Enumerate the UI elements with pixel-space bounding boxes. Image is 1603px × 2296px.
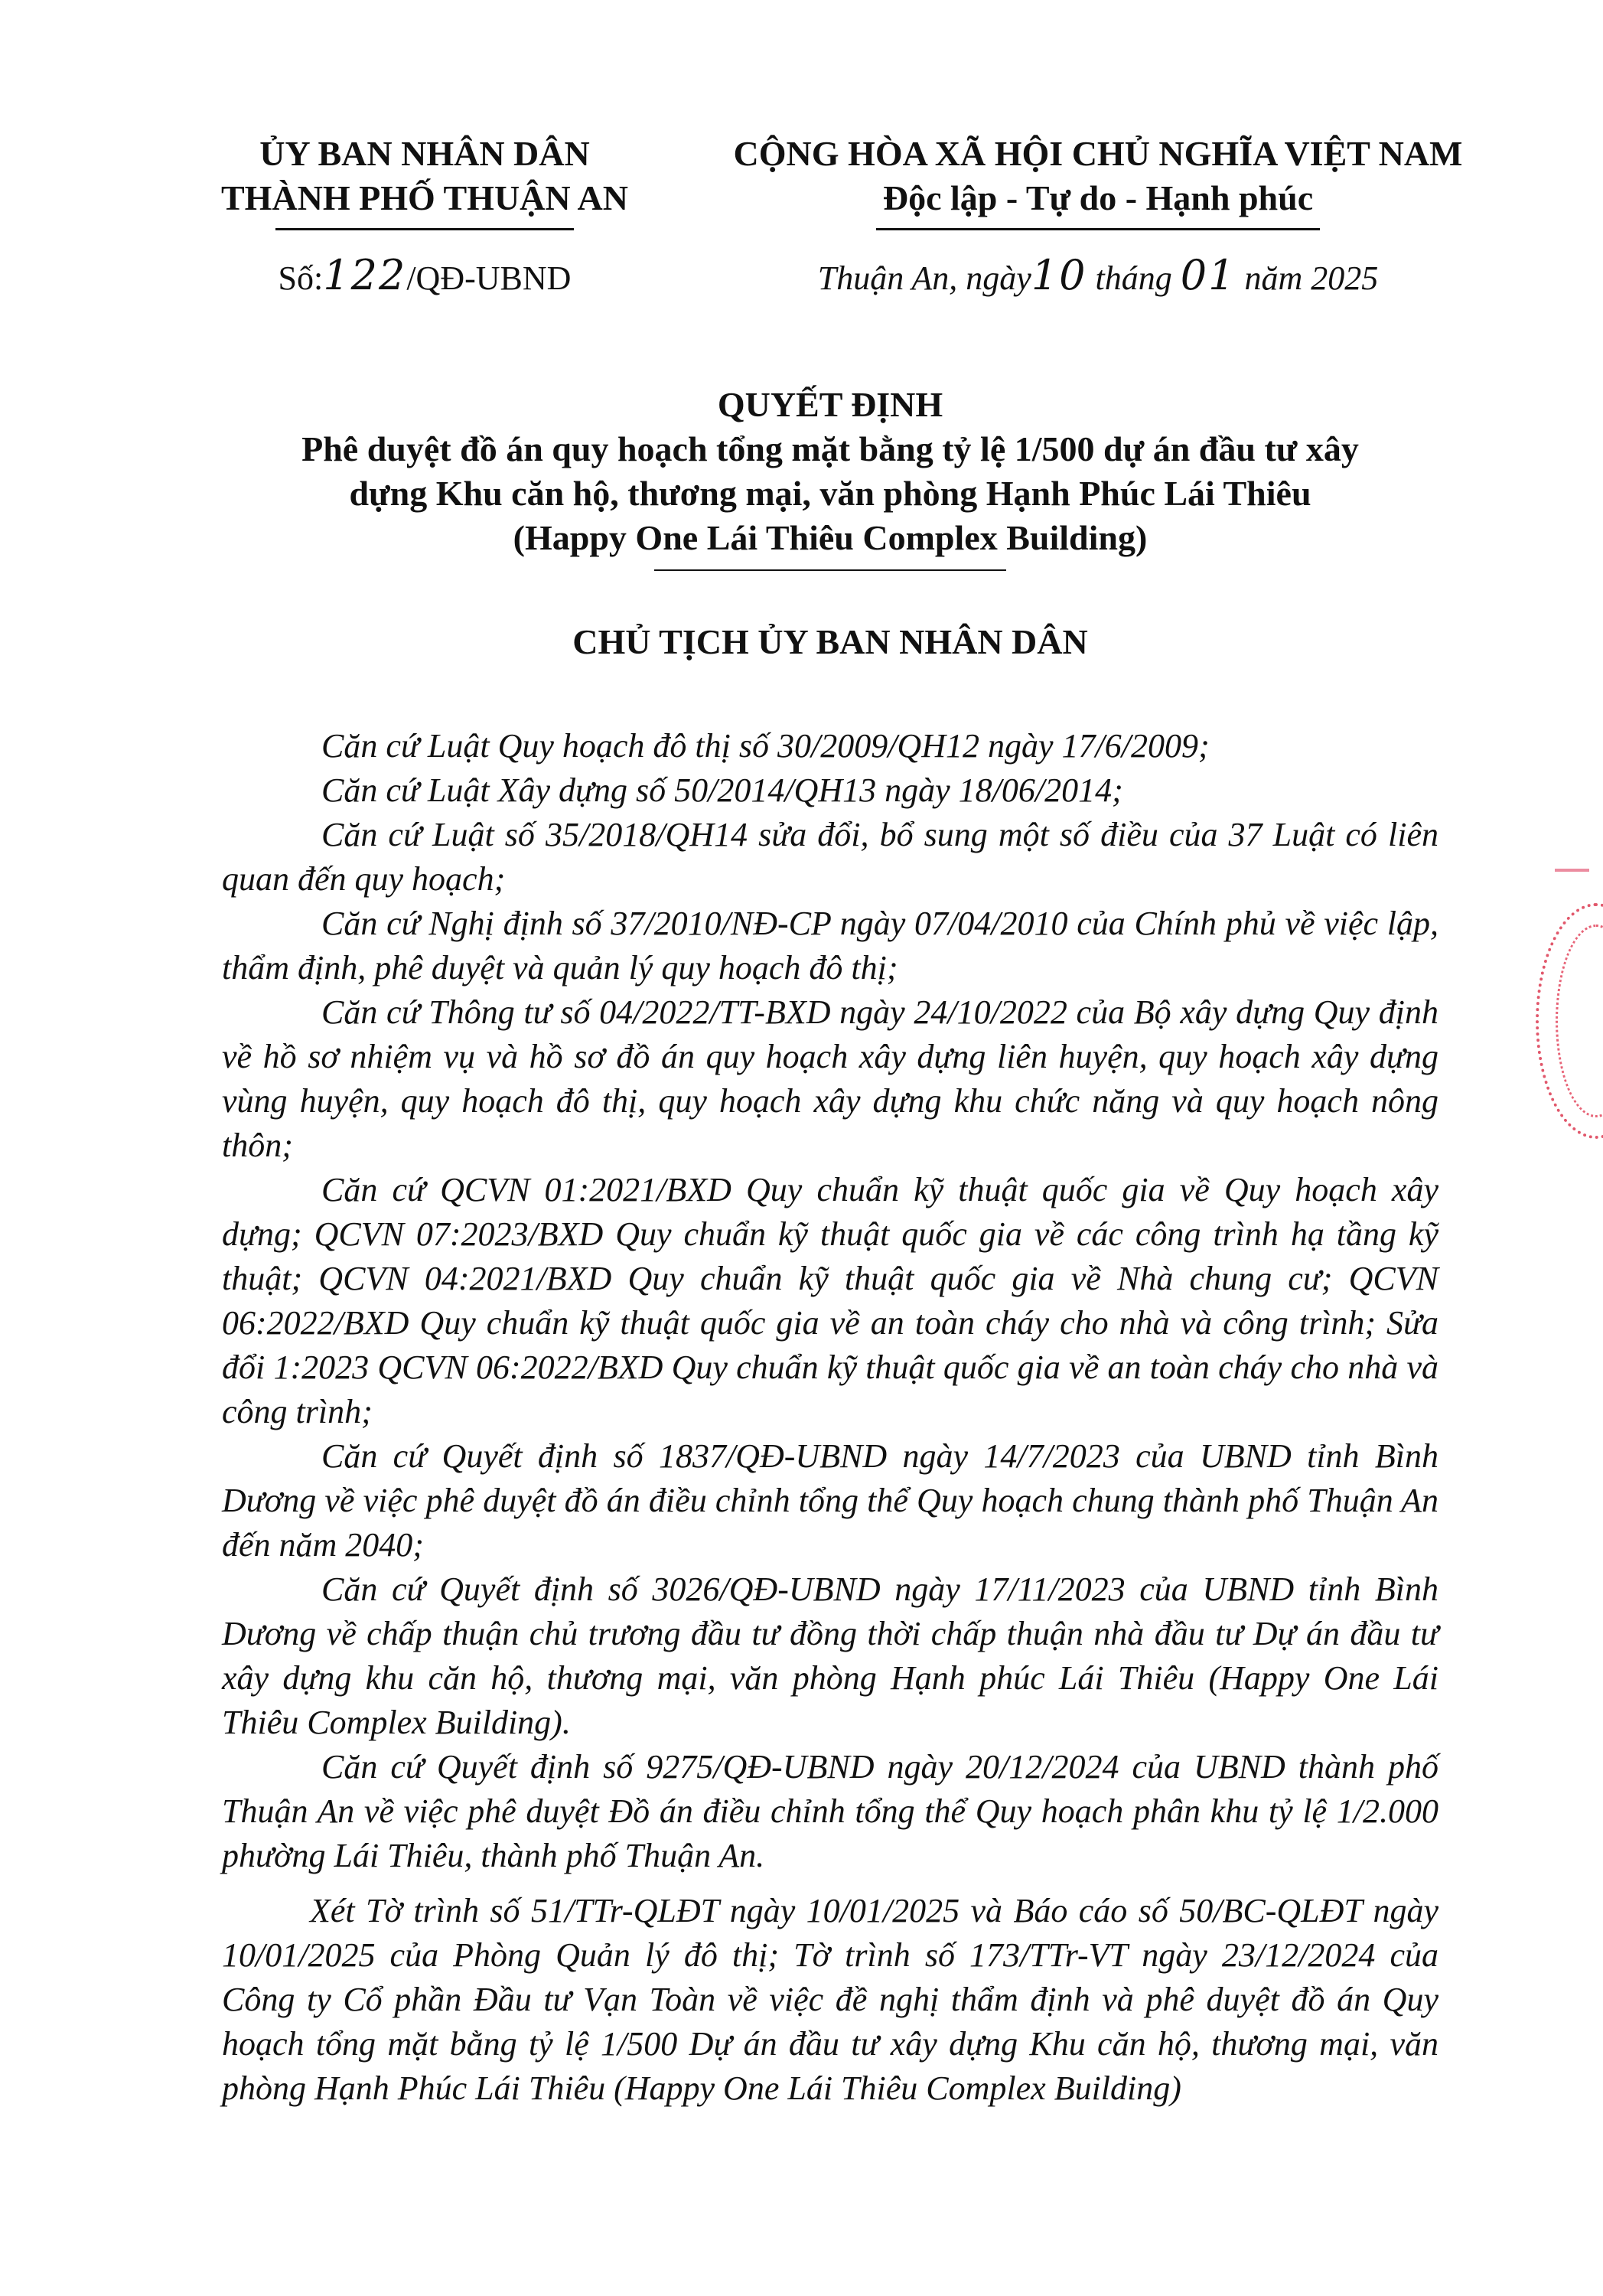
date-month-label: tháng bbox=[1095, 259, 1172, 297]
legal-basis-2: Căn cứ Luật Xây dựng số 50/2014/QH13 ngày 18/06/2014; bbox=[321, 771, 1123, 809]
legal-basis-6: Căn cứ QCVN 01:2021/BXD Quy chuẩn kỹ thuật quốc gia về Quy hoạch xây dựng; QCVN 07:2023/BXD Quy chuẩn kỹ thuật quốc gia về các công trình hạ tầng kỹ thuật; QCVN 04:2021/BXD Quy chuẩn kỹ thuật quốc gia về Nhà chung cư; QCVN 06:2022/BXD Quy chuẩn kỹ thuật quốc gia về an toàn cháy cho nhà và công trình; Sửa đổi 1:2023 QCVN 06:2022/BXD Quy chuẩn kỹ thuật quốc gia về an toàn cháy cho nhà và công trình; bbox=[222, 1171, 1438, 1430]
issue-date bbox=[689, 253, 1507, 301]
issuer-block bbox=[153, 132, 696, 301]
document-number bbox=[153, 253, 696, 301]
date-place: Thuận An, ngày bbox=[817, 259, 1031, 297]
number-handwritten: 122 bbox=[323, 251, 407, 299]
authority-heading: CHỦ TỊCH ỦY BAN NHÂN DÂN bbox=[572, 622, 1088, 661]
legal-basis-7: Căn cứ Quyết định số 1837/QĐ-UBND ngày 14/7/2023 của UBND tỉnh Bình Dương về việc phê duyệt đồ án điều chỉnh tổng thể Quy hoạch chung thành phố Thuận An đến năm 2040; bbox=[222, 1437, 1438, 1564]
issuer-line1: ỦY BAN NHÂN DÂN bbox=[259, 134, 590, 173]
legal-basis-5: Căn cứ Thông tư số 04/2022/TT-BXD ngày 24/10/2022 của Bộ xây dựng Quy định về hồ sơ nhiệm vụ và hồ sơ đồ án quy hoạch xây dựng liên huyện, quy hoạch xây dựng vùng huyện, quy hoạch đô thị, quy hoạch xây dựng khu chức năng và quy hoạch nông thôn; bbox=[222, 993, 1438, 1164]
document-body bbox=[222, 724, 1438, 2111]
title-line2: dựng Khu căn hộ, thương mại, văn phòng Hạnh Phúc Lái Thiêu bbox=[349, 474, 1311, 513]
motto: Độc lập - Tự do - Hạnh phúc bbox=[882, 178, 1314, 217]
legal-basis-1: Căn cứ Luật Quy hoạch đô thị số 30/2009/QH12 ngày 17/6/2009; bbox=[321, 727, 1210, 765]
red-seal-stamp bbox=[1536, 903, 1603, 1139]
stamp-mark bbox=[1555, 869, 1589, 872]
seal-inner-ring bbox=[1556, 925, 1603, 1117]
title-line3: (Happy One Lái Thiêu Complex Building) bbox=[513, 518, 1148, 557]
national-header bbox=[689, 132, 1507, 301]
number-suffix: /QĐ-UBND bbox=[406, 259, 572, 297]
legal-basis-9: Căn cứ Quyết định số 9275/QĐ-UBND ngày 20/12/2024 của UBND thành phố Thuận An về việc phê duyệt Đồ án điều chỉnh tổng thể Quy hoạch phân khu tỷ lệ 1/2.000 phường Lái Thiêu, thành phố Thuận An. bbox=[222, 1748, 1438, 1874]
legal-basis-3: Căn cứ Luật số 35/2018/QH14 sửa đổi, bổ sung một số điều của 37 Luật có liên quan đến quy hoạch; bbox=[222, 816, 1438, 898]
title-line1: Phê duyệt đồ án quy hoạch tổng mặt bằng tỷ lệ 1/500 dự án đầu tư xây bbox=[301, 429, 1359, 468]
title-heading: QUYẾT ĐỊNH bbox=[717, 385, 943, 424]
date-day-handwritten: 10 bbox=[1031, 251, 1087, 299]
issuer-line2: THÀNH PHỐ THUẬN AN bbox=[220, 178, 629, 217]
legal-basis-4: Căn cứ Nghị định số 37/2010/NĐ-CP ngày 07/04/2010 của Chính phủ về việc lập, thẩm định, phê duyệt và quản lý quy hoạch đô thị; bbox=[222, 905, 1438, 987]
number-prefix: Số: bbox=[278, 259, 324, 297]
title-underline bbox=[654, 569, 1006, 571]
date-year: năm 2025 bbox=[1244, 259, 1379, 297]
consideration-paragraph: Xét Tờ trình số 51/TTr-QLĐT ngày 10/01/2025 và Báo cáo số 50/BC-QLĐT ngày 10/01/2025 của Phòng Quản lý đô thị; Tờ trình số 173/TTr-VT ngày 23/12/2024 của Công ty Cổ phần Đầu tư Vạn Toàn về việc đề nghị thẩm định và phê duyệt đồ án Quy hoạch tổng mặt bằng tỷ lệ 1/500 Dự án đầu tư xây dựng Khu căn hộ, thương mại, văn phòng Hạnh Phúc Lái Thiêu (Happy One Lái Thiêu Complex Building) bbox=[222, 1892, 1438, 2107]
decision-title bbox=[191, 383, 1469, 571]
date-month-handwritten: 01 bbox=[1180, 251, 1236, 299]
issuer-underline bbox=[275, 228, 574, 230]
country-name: CỘNG HÒA XÃ HỘI CHỦ NGHĨA VIỆT NAM bbox=[733, 134, 1463, 173]
legal-basis-8: Căn cứ Quyết định số 3026/QĐ-UBND ngày 17/11/2023 của UBND tỉnh Bình Dương về chấp thuận chủ trương đầu tư đồng thời chấp thuận nhà đầu tư Dự án đầu tư xây dựng khu căn hộ, thương mại, văn phòng Hạnh phúc Lái Thiêu (Happy One Lái Thiêu Complex Building). bbox=[222, 1570, 1438, 1741]
motto-underline bbox=[876, 228, 1320, 230]
